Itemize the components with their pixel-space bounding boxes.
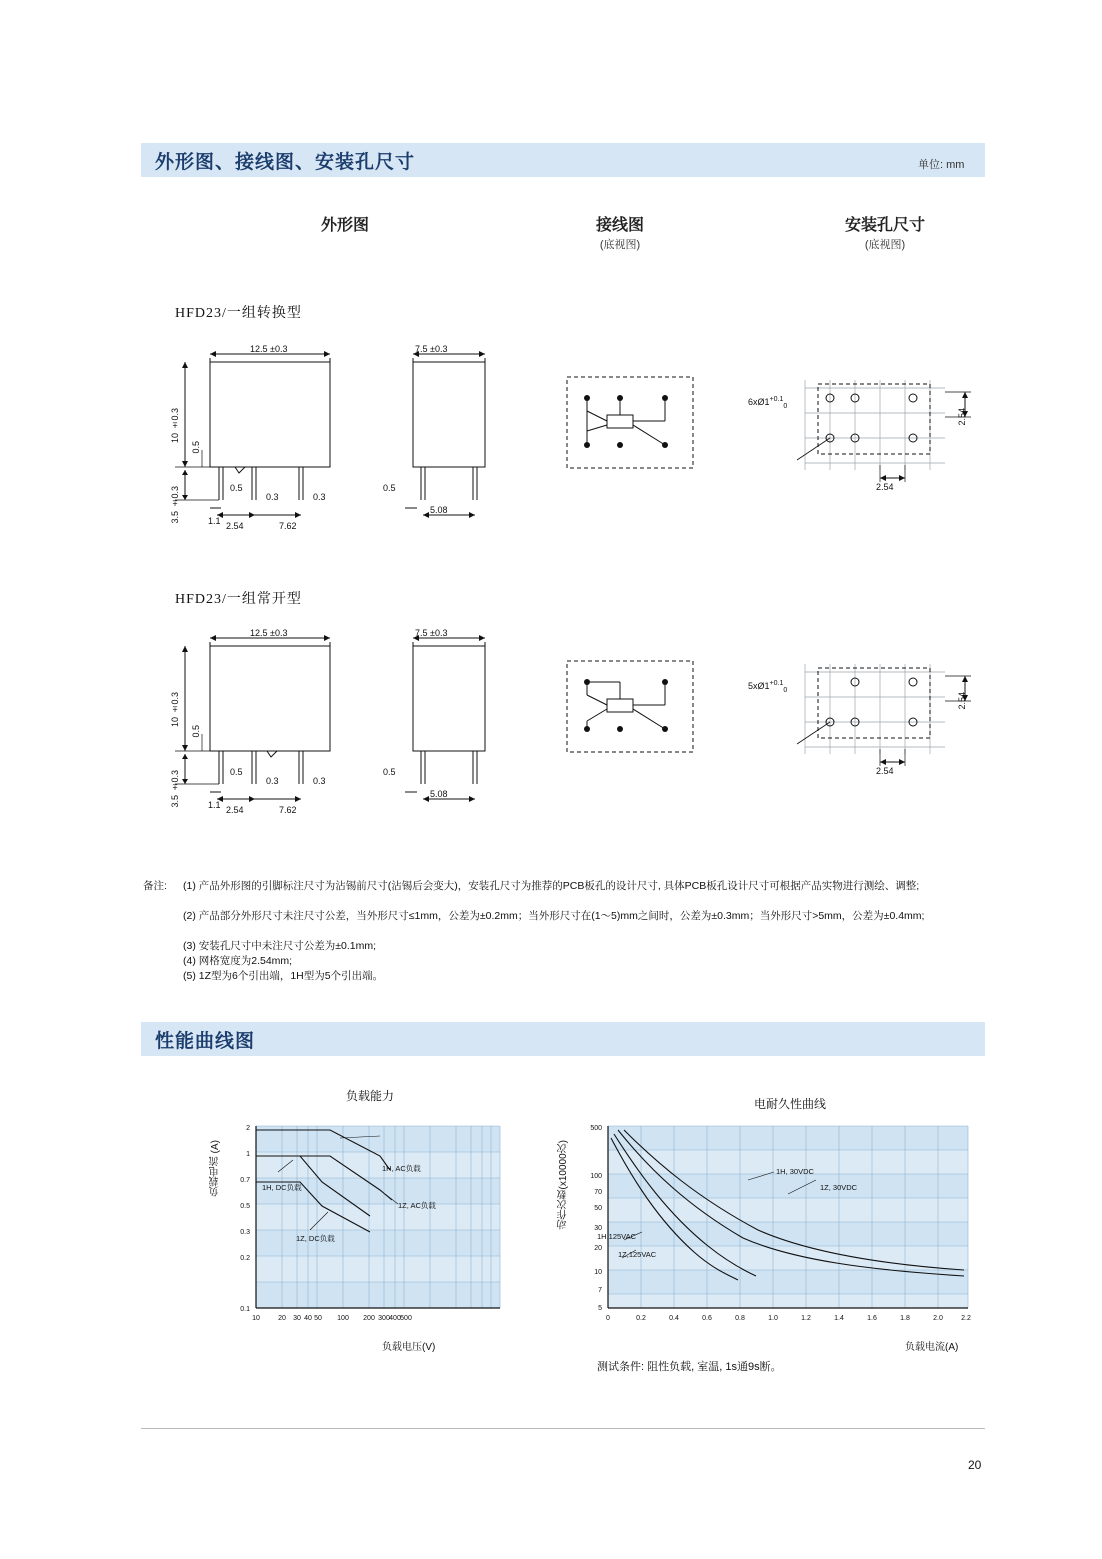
svg-text:1.8: 1.8	[900, 1315, 910, 1322]
svg-text:0.3: 0.3	[240, 1229, 250, 1236]
outline-side-view-1z	[395, 340, 525, 530]
svg-text:50: 50	[314, 1315, 322, 1322]
dim-762-1z: 7.62	[279, 521, 297, 531]
dim-grid-h-1h: 2.54	[876, 766, 894, 776]
dim-height-1z: 10 ±0.3	[170, 408, 180, 444]
dim-width-1z: 12.5 ±0.3	[250, 344, 288, 354]
svg-text:2.0: 2.0	[933, 1315, 943, 1322]
chart1-annotation-1z-ac: 1Z, AC负载	[398, 1201, 436, 1210]
svg-text:20: 20	[278, 1315, 286, 1322]
hole-tol-dn-1h: 0	[783, 686, 788, 694]
chart2-annotation-1h-30vdc: 1H, 30VDC	[776, 1167, 814, 1176]
svg-text:10: 10	[252, 1315, 260, 1322]
chart-electrical-endurance	[578, 1120, 988, 1330]
hole-tol-up-1z: +0.1	[769, 396, 784, 403]
note-item-5: (5) 1Z型为6个引出端，1H型为5个引出端。	[183, 970, 384, 982]
svg-text:200: 200	[363, 1315, 375, 1322]
svg-text:0: 0	[606, 1315, 610, 1322]
notes-title: 备注:	[143, 880, 167, 892]
svg-text:1.6: 1.6	[867, 1315, 877, 1322]
dim-grid-v-1z: 2.54	[957, 408, 967, 426]
svg-text:0.2: 0.2	[636, 1315, 646, 1322]
dim-height-1h: 10 ±0.3	[170, 692, 180, 728]
chart2-annotation-1h-125vac: 1H,125VAC	[597, 1232, 637, 1241]
dim-height2-1h: 3.5 ±0.3	[170, 770, 180, 808]
dim-03b-1h: 0.3	[313, 776, 326, 786]
svg-text:1.4: 1.4	[834, 1315, 844, 1322]
note-item-3: (3) 安装孔尺寸中未注尺寸公差为±0.1mm;	[183, 940, 377, 952]
svg-text:30: 30	[594, 1225, 602, 1232]
chart2-annotation-1z-30vdc: 1Z, 30VDC	[820, 1183, 858, 1192]
svg-text:0.7: 0.7	[240, 1177, 250, 1184]
dim-05a-1h: 0.5	[191, 725, 201, 738]
chart-load-capability	[230, 1120, 520, 1330]
svg-text:0.8: 0.8	[735, 1315, 745, 1322]
svg-text:70: 70	[594, 1189, 602, 1196]
dim-depth-1z: 7.5 ±0.3	[415, 344, 448, 354]
model-label-1z: HFD23/一组转换型	[175, 306, 302, 321]
chart1-ylabel: 负载电流 (A)	[210, 1140, 221, 1197]
outline-front-view-1h	[155, 624, 375, 814]
svg-text:0.4: 0.4	[669, 1315, 679, 1322]
dim-254-1h: 2.54	[226, 805, 244, 815]
dim-05c-1h: 0.5	[383, 767, 396, 777]
dim-762-1h: 7.62	[279, 805, 297, 815]
chart2-annotation-1z-125vac: 1Z,125VAC	[618, 1250, 657, 1259]
svg-text:0.1: 0.1	[240, 1306, 250, 1313]
dim-width-1h: 12.5 ±0.3	[250, 628, 288, 638]
svg-text:50: 50	[594, 1205, 602, 1212]
dim-11-1h: 1.1	[208, 800, 221, 810]
section-header-dimensions	[141, 143, 985, 177]
svg-text:2.2: 2.2	[961, 1315, 971, 1322]
wiring-diagram-1h	[565, 659, 695, 754]
dim-254-1z: 2.54	[226, 521, 244, 531]
section-title-curves: 性能曲线图	[155, 1030, 256, 1052]
dim-03a-1z: 0.3	[266, 492, 279, 502]
mounting-hole-diagram-1h	[785, 654, 985, 769]
svg-text:0.6: 0.6	[702, 1315, 712, 1322]
dim-03b-1z: 0.3	[313, 492, 326, 502]
chart-title-load-capability: 负载能力	[345, 1089, 394, 1103]
hole-count-1z: 6xØ1	[748, 397, 770, 407]
svg-text:0.5: 0.5	[240, 1203, 250, 1210]
svg-text:2: 2	[246, 1125, 250, 1132]
column-head-mounting: 安装孔尺寸	[844, 217, 925, 234]
model-label-1h: HFD23/一组常开型	[175, 592, 302, 607]
dim-grid-h-1z: 2.54	[876, 482, 894, 492]
column-head-wiring: 接线图	[595, 217, 644, 234]
dim-05c-1z: 0.5	[383, 483, 396, 493]
mounting-hole-diagram-1z	[785, 370, 985, 485]
dim-05b-1h: 0.5	[230, 767, 243, 777]
section-title-dimensions: 外形图、接线图、安装孔尺寸	[155, 151, 416, 173]
svg-text:20: 20	[594, 1245, 602, 1252]
dim-height2-1z: 3.5 ±0.3	[170, 486, 180, 524]
outline-side-view-1h	[395, 624, 525, 814]
chart2-ylabel: 动作次数(x10000次)	[558, 1140, 569, 1230]
hole-count-1h: 5xØ1	[748, 681, 770, 691]
outline-front-view-1z	[155, 340, 375, 530]
footer-divider	[141, 1428, 985, 1429]
svg-text:500: 500	[400, 1315, 412, 1322]
svg-text:1.2: 1.2	[801, 1315, 811, 1322]
chart1-annotation-1z-dc: 1Z, DC负载	[296, 1234, 335, 1243]
dim-05a-1z: 0.5	[191, 441, 201, 454]
svg-text:1: 1	[246, 1151, 250, 1158]
svg-text:40: 40	[304, 1315, 312, 1322]
svg-text:1.0: 1.0	[768, 1315, 778, 1322]
dim-508-1z: 5.08	[430, 505, 448, 515]
dim-11-1z: 1.1	[208, 516, 221, 526]
svg-text:500: 500	[590, 1125, 602, 1132]
dim-05b-1z: 0.5	[230, 483, 243, 493]
chart-title-endurance: 电耐久性曲线	[753, 1097, 826, 1111]
column-sub-wiring: (底视图)	[599, 239, 641, 251]
svg-text:100: 100	[590, 1173, 602, 1180]
note-item-1: (1) 产品外形图的引脚标注尺寸为沾锡前尺寸(沾锡后会变大)，安装孔尺寸为推荐的PCB板孔的设计尺寸, 具体PCB板孔设计尺寸可根据产品实物进行测绘、调整;	[183, 880, 920, 892]
chart1-xlabel: 负载电压(V)	[382, 1342, 436, 1353]
svg-text:10: 10	[594, 1269, 602, 1276]
svg-text:300: 300	[378, 1315, 390, 1322]
unit-label: 单位: mm	[918, 159, 965, 171]
column-sub-mounting: (底视图)	[864, 239, 906, 251]
dim-508-1h: 5.08	[430, 789, 448, 799]
svg-text:400: 400	[389, 1315, 401, 1322]
chart1-annotation-1h-ac: 1H, AC负载	[382, 1164, 421, 1173]
dim-03a-1h: 0.3	[266, 776, 279, 786]
chart2-xlabel: 负载电流(A)	[905, 1342, 959, 1353]
hole-spec-1z	[748, 396, 787, 410]
chart2-footnote: 测试条件: 阻性负载, 室温, 1s通9s断。	[597, 1361, 782, 1373]
note-item-4: (4) 网格宽度为2.54mm;	[183, 955, 293, 967]
svg-text:5: 5	[598, 1305, 602, 1312]
hole-tol-dn-1z: 0	[783, 402, 788, 410]
svg-text:0.2: 0.2	[240, 1255, 250, 1262]
wiring-diagram-1z	[565, 375, 695, 470]
column-head-outline: 外形图	[320, 217, 369, 234]
hole-spec-1h	[748, 680, 787, 694]
hole-tol-up-1h: +0.1	[769, 680, 784, 687]
svg-text:7: 7	[598, 1287, 602, 1294]
dim-grid-v-1h: 2.54	[957, 692, 967, 710]
svg-text:100: 100	[337, 1315, 349, 1322]
note-item-2: (2) 产品部分外形尺寸未注尺寸公差，当外形尺寸≤1mm，公差为±0.2mm；当外形尺寸在(1～5)mm之间时，公差为±0.3mm；当外形尺寸>5mm，公差为±0.4mm;	[183, 910, 925, 922]
section-header-curves	[141, 1022, 985, 1056]
svg-text:30: 30	[293, 1315, 301, 1322]
chart1-annotation-1h-dc: 1H, DC负载	[262, 1183, 302, 1192]
page-number: 20	[968, 1458, 982, 1472]
dim-depth-1h: 7.5 ±0.3	[415, 628, 448, 638]
